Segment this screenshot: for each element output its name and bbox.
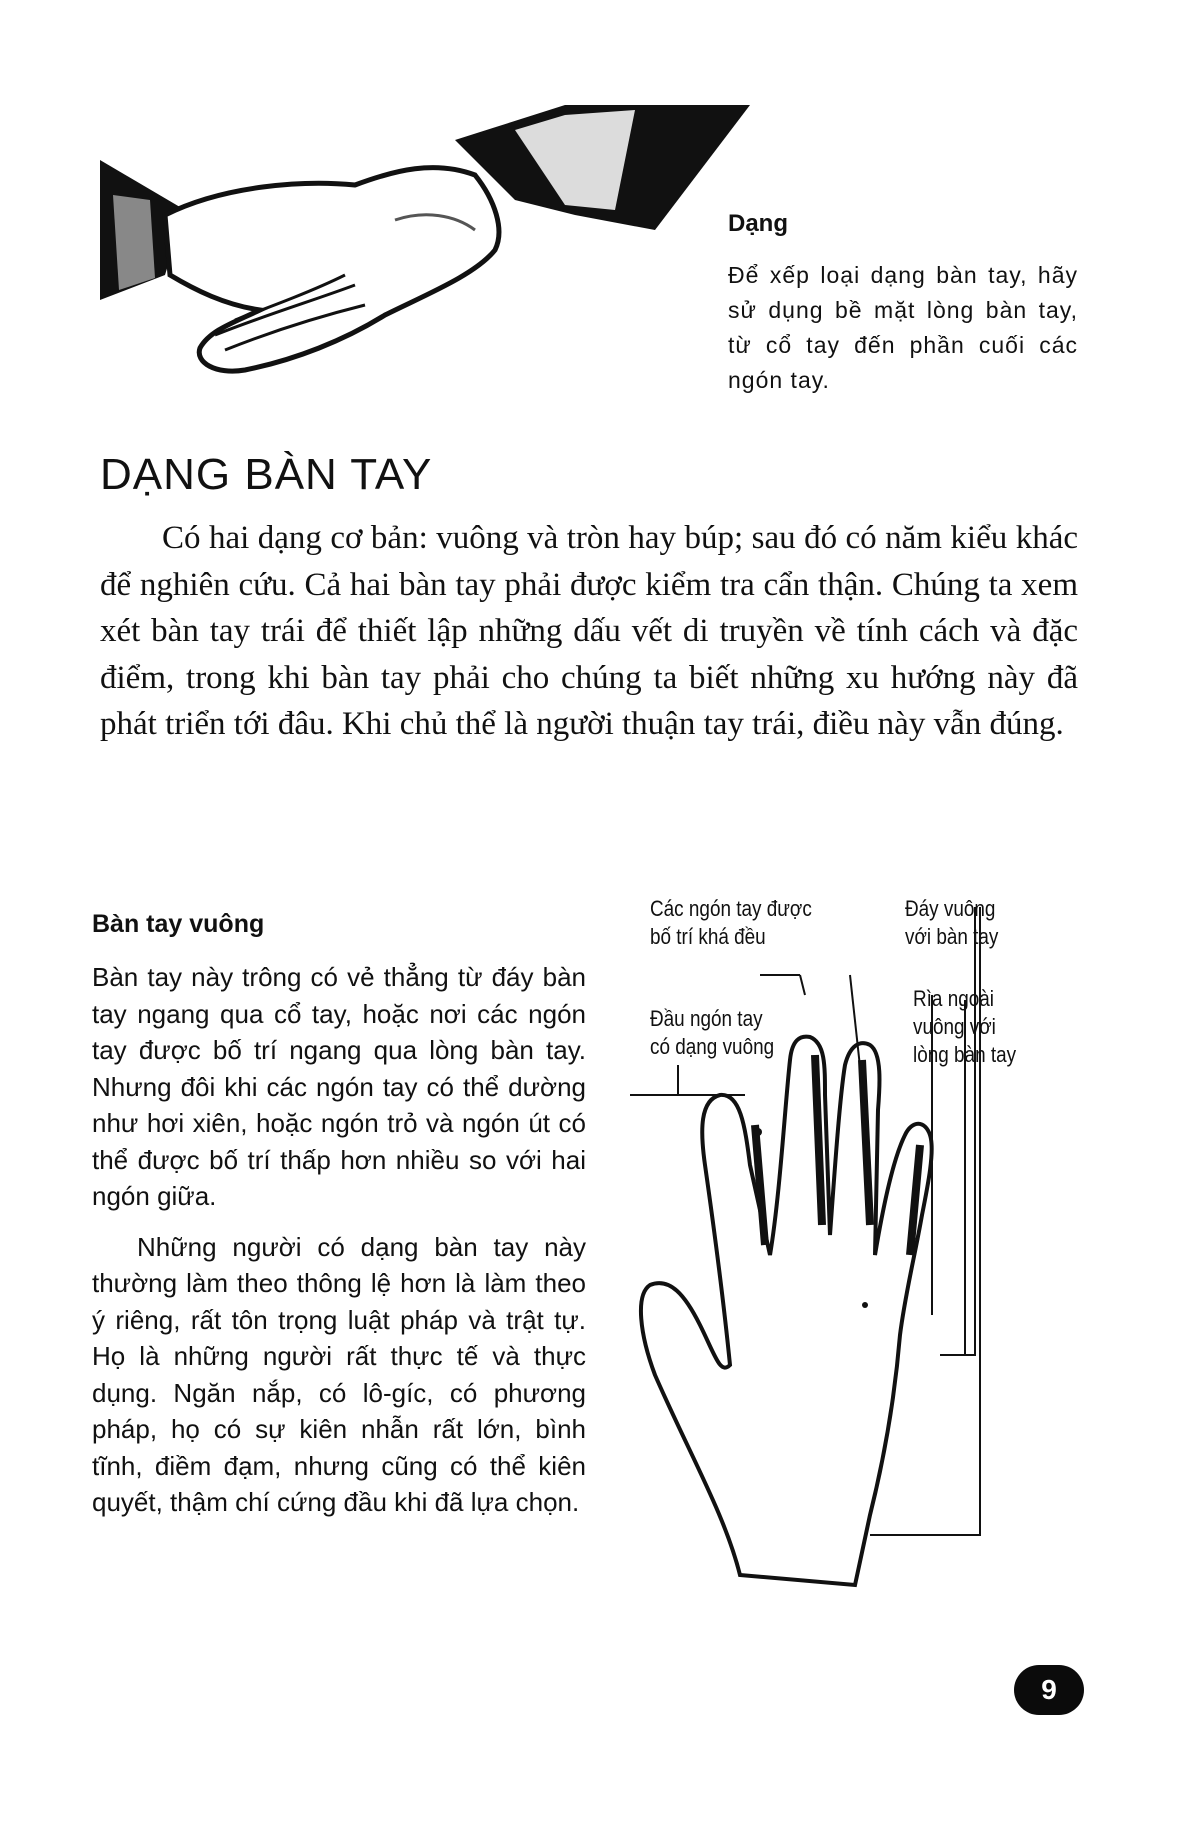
label-outer-edge-line3: lòng bàn tay	[913, 1042, 1017, 1067]
label-square-base	[905, 895, 998, 951]
label-fingers-even-line2: bố trí khá đều	[650, 924, 766, 949]
hand-outline-illustration	[630, 895, 1100, 1595]
label-outer-edge-line1: Rìa ngoài	[913, 986, 995, 1011]
label-square-tips-line1: Đầu ngón tay	[650, 1006, 763, 1031]
label-square-base-line1: Đáy vuông	[905, 896, 996, 921]
square-hand-paragraph-1: Bàn tay này trông có vẻ thẳng từ đáy bàn tay ngang qua cổ tay, hoặc nơi các ngón tay được bố trí ngang qua lòng bàn tay. Nhưng đôi khi các ngón tay có thể dường như hơi xiên, hoặc ngón trỏ và ngón út có thể được bố trí thấp hơn nhiều so với hai ngón giữa.	[92, 962, 586, 1211]
hands-illustration	[95, 100, 755, 410]
label-square-base-line2: với bàn tay	[905, 924, 999, 949]
label-outer-edge-line2: vuông với	[913, 1014, 996, 1039]
caption-top	[728, 210, 1078, 398]
page-number: 9	[1014, 1665, 1084, 1715]
square-hand-diagram	[630, 895, 1100, 1595]
label-fingers-even-line1: Các ngón tay được	[650, 896, 812, 921]
section-heading: DẠNG BÀN TAY	[100, 450, 433, 499]
intro-paragraph: Có hai dạng cơ bản: vuông và tròn hay búp; sau đó có năm kiểu khác để nghiên cứu. Cả hai bàn tay phải được kiểm tra cẩn thận. Chúng ta xem xét bàn tay trái để thiết lập những dấu vết di truyền về tính cách và đặc điểm, trong khi bàn tay phải cho chúng ta biết những xu hướng này đã phát triển tới đâu. Khi chủ thể là người thuận tay trái, điều này vẫn đúng.	[100, 520, 1078, 742]
square-hand-heading: Bàn tay vuông	[92, 910, 265, 938]
square-hand-section	[92, 910, 586, 1521]
label-outer-edge	[913, 985, 1016, 1069]
caption-title: Dạng	[728, 210, 788, 237]
label-square-tips-line2: có dạng vuông	[650, 1034, 775, 1059]
square-hand-paragraph-2: Những người có dạng bàn tay này thường làm theo thông lệ hơn là làm theo ý riêng, rất tôn trọng luật pháp và trật tự. Họ là những người rất thực tế và thực dụng. Ngăn nắp, có lô-gíc, có phương pháp, họ có sự kiên nhẫn rất lớn, bình tĩnh, điềm đạm, nhưng cũng có thể kiên quyết, thậm chí cứng đầu khi đã lựa chọn.	[92, 1231, 586, 1517]
caption-body: Để xếp loại dạng bàn tay, hãy sử dụng bề mặt lòng bàn tay, từ cổ tay đến phần cuối các ngón tay.	[728, 262, 1078, 393]
label-fingers-even	[650, 895, 812, 951]
label-square-tips	[650, 1005, 774, 1061]
